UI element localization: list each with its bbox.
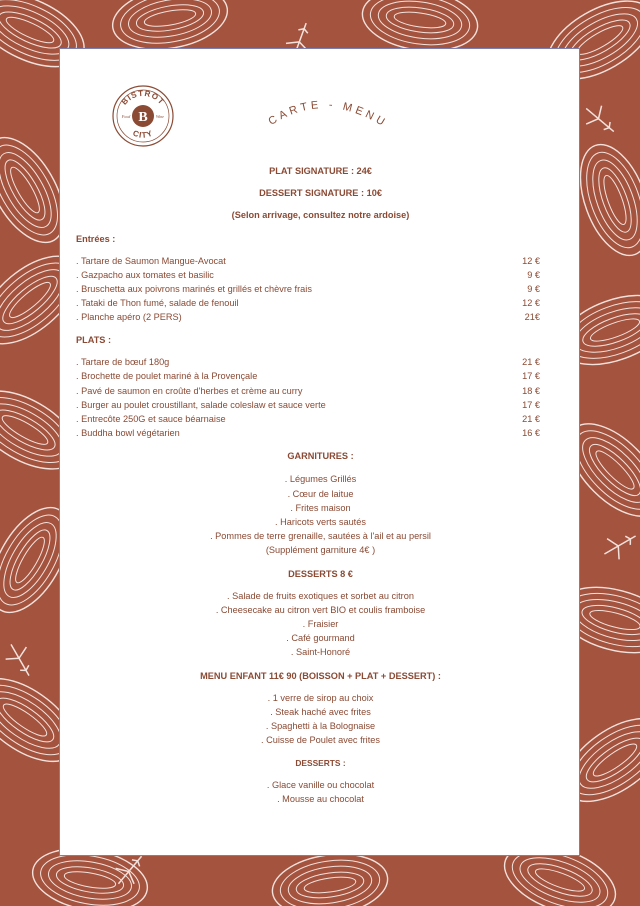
entree-item	[76, 298, 540, 311]
desserts-heading: DESSERTS 8 €	[288, 569, 353, 579]
entree-name: . Tataki de Thon fumé, salade de fenouil	[76, 298, 239, 308]
garniture-supplement: (Supplément garniture 4€ )	[265, 545, 376, 555]
dessert-item: . Saint-Honoré	[290, 647, 351, 657]
carte-menu-title	[240, 75, 410, 145]
plat-name: . Brochette de poulet mariné à la Provençale	[76, 371, 258, 381]
garniture-item: . Cœur de laitue	[287, 489, 354, 499]
entree-price: 21€	[524, 312, 540, 322]
entree-name: . Bruschetta aux poivrons marinés et grillés et chèvre frais	[76, 284, 312, 294]
entree-price: 9 €	[527, 270, 540, 280]
plat-item	[76, 414, 540, 427]
entree-price: 9 €	[527, 284, 540, 294]
logo-left-word: Food	[121, 114, 131, 119]
menu-enfant-dessert-item: . Mousse au chocolat	[277, 794, 364, 804]
plat-name: . Tartare de bœuf 180g	[76, 357, 170, 367]
plats-heading: PLATS :	[76, 335, 112, 345]
entree-item	[76, 256, 540, 269]
plat-price: 16 €	[522, 428, 540, 438]
menu-enfant-item: . Spaghetti à la Bolognaise	[265, 721, 376, 731]
dessert-item: . Salade de fruits exotiques et sorbet au citron	[227, 591, 414, 601]
plat-signature: PLAT SIGNATURE : 24€	[269, 166, 372, 176]
logo-right-word: Wine	[156, 114, 164, 119]
entree-price: 12 €	[522, 256, 540, 266]
entree-price: 12 €	[522, 298, 540, 308]
plat-item	[76, 357, 540, 370]
plat-name: . Pavé de saumon en croûte d'herbes et crème au curry	[76, 386, 303, 396]
plat-name: . Buddha bowl végétarien	[76, 428, 180, 438]
dessert-item: . Cheesecake au citron vert BIO et coulis framboise	[215, 605, 426, 615]
plat-price: 18 €	[522, 386, 540, 396]
menu-enfant-item: . Cuisse de Poulet avec frites	[261, 735, 380, 745]
menu-enfant-heading: MENU ENFANT 11€ 90 (BOISSON + PLAT + DESSERT) :	[200, 671, 441, 681]
garniture-item: . Légumes Grillés	[284, 474, 357, 484]
plat-name: . Burger au poulet croustillant, salade coleslaw et sauce verte	[76, 400, 326, 410]
dessert-signature: DESSERT SIGNATURE : 10€	[259, 188, 382, 198]
plat-price: 17 €	[522, 371, 540, 381]
dessert-item: . Café gourmand	[286, 633, 355, 643]
carte-menu-text: CARTE - MENU	[266, 98, 390, 131]
entree-item	[76, 284, 540, 297]
entree-item	[76, 270, 540, 283]
svg-text:CARTE - MENU	[266, 99, 389, 130]
entrees-heading: Entrées :	[76, 234, 116, 244]
menu-enfant-desserts-heading: DESSERTS :	[295, 758, 346, 768]
dessert-item: . Fraisier	[302, 619, 339, 629]
garniture-item: . Haricots verts sautés	[275, 517, 366, 527]
plat-price: 21 €	[522, 357, 540, 367]
plat-price: 21 €	[522, 414, 540, 424]
plat-name: . Entrecôte 250G et sauce béarnaise	[76, 414, 226, 424]
garniture-item: . Pommes de terre grenaille, sautées à l'ail et au persil	[210, 531, 431, 541]
logo-bottom-text: CITY	[131, 128, 155, 140]
arrivage-note: (Selon arrivage, consultez notre ardoise)	[231, 210, 410, 220]
plat-item	[76, 400, 540, 413]
bistrot-city-logo	[111, 84, 175, 148]
logo-letter: B	[138, 110, 148, 125]
garnitures-heading: GARNITURES :	[287, 451, 354, 461]
plat-item	[76, 386, 540, 399]
menu-card	[59, 48, 580, 856]
menu-enfant-item: . Steak haché avec frites	[270, 707, 371, 717]
plat-item	[76, 371, 540, 384]
menu-enfant-dessert-item: . Glace vanille ou chocolat	[266, 780, 375, 790]
logo-top-text: BISTROT	[119, 88, 167, 107]
entree-item	[76, 312, 540, 325]
garniture-item: . Frites maison	[290, 503, 351, 513]
menu-enfant-item: . 1 verre de sirop au choix	[267, 693, 374, 703]
entree-name: . Planche apéro (2 PERS)	[76, 312, 182, 322]
entree-name: . Gazpacho aux tomates et basilic	[76, 270, 214, 280]
entree-name: . Tartare de Saumon Mangue-Avocat	[76, 256, 226, 266]
plat-price: 17 €	[522, 400, 540, 410]
plat-item	[76, 428, 540, 441]
